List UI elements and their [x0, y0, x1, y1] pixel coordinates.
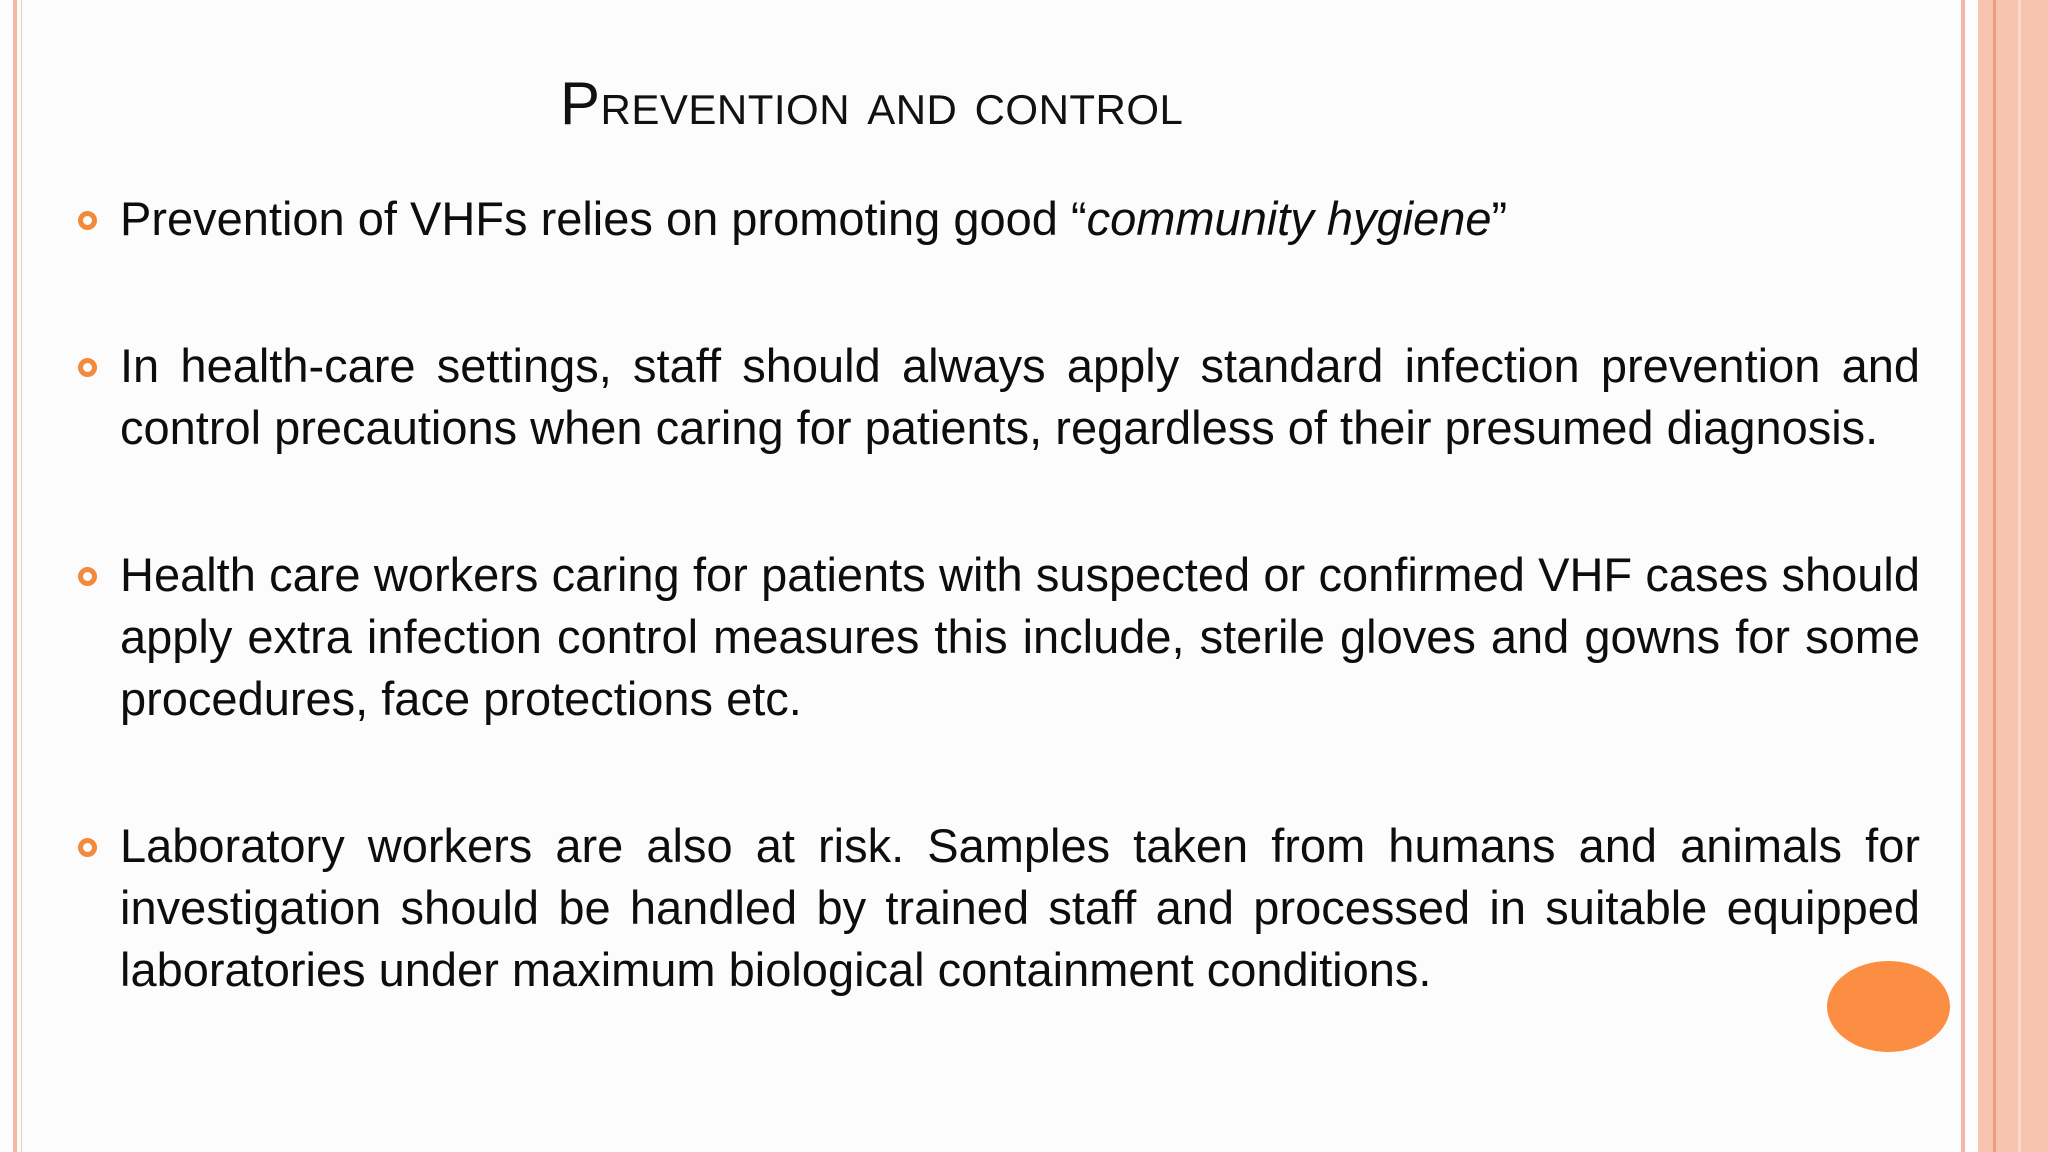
- orange-circle-decoration: [1827, 961, 1950, 1052]
- bullet-item-community-hygiene: [70, 188, 1920, 250]
- right-border-stripe-light: [2018, 0, 2021, 1152]
- right-border-stripe: [1993, 0, 1996, 1152]
- bullet-text: In health-care settings, staff should always apply standard infection prevention and control precautions when caring for patients, regardless of their presumed diagnosis.: [120, 339, 1920, 454]
- bullet-circle-icon: [78, 211, 97, 230]
- bullet-text: Health care workers caring for patients with suspected or confirmed VHF cases should apply extra infection control measures this include, sterile gloves and gowns for some procedures, face protections etc.: [120, 548, 1920, 725]
- bullet-item-laboratory-workers: [70, 815, 1920, 1001]
- bullet-circle-icon: [78, 567, 97, 586]
- bullet-text-end: ”: [1491, 192, 1508, 245]
- bullet-item-health-care-workers: [70, 544, 1920, 730]
- bullet-text: Prevention of VHFs relies on promoting good “: [120, 192, 1087, 245]
- right-border-line: [1961, 0, 1965, 1152]
- right-border-band: [1978, 0, 2048, 1152]
- bullet-item-health-care-settings: [70, 335, 1920, 459]
- bullet-circle-icon: [78, 838, 97, 857]
- left-border-line-inner: [21, 0, 22, 1152]
- bullet-circle-icon: [78, 358, 97, 377]
- bullet-emphasis: community hygiene: [1086, 192, 1492, 245]
- slide-title: Prevention and control: [560, 70, 1184, 137]
- bullet-list: [70, 188, 1920, 1086]
- left-border-line: [13, 0, 17, 1152]
- bullet-text: Laboratory workers are also at risk. Samples taken from humans and animals for investigation should be handled by trained staff and processed in suitable equipped laboratories under maximum biological containment conditions.: [120, 819, 1920, 996]
